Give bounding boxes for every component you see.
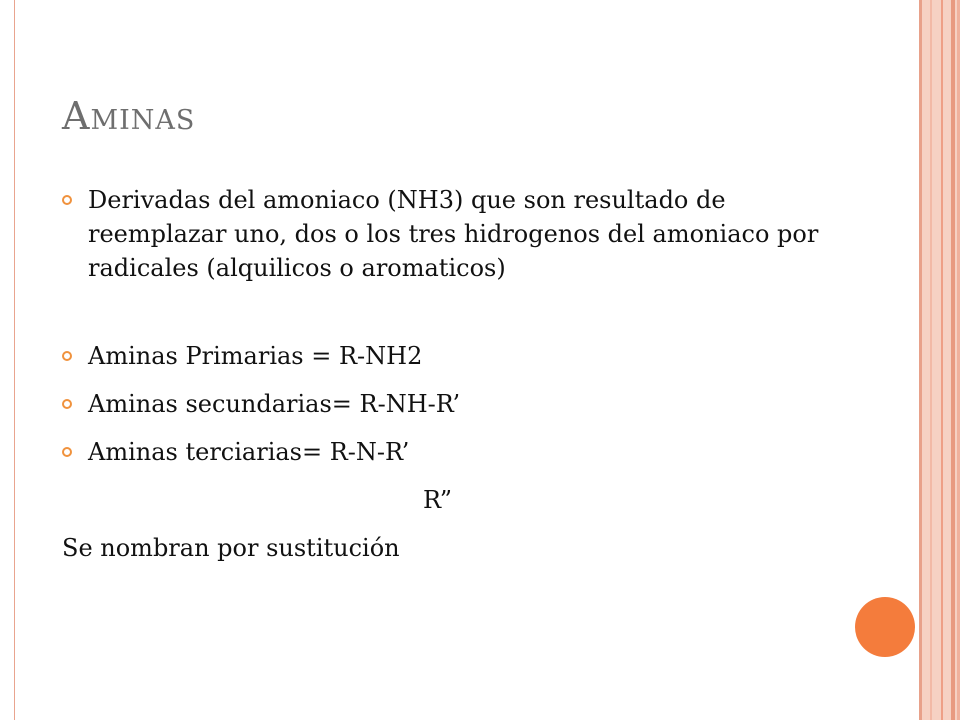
circle-bullet-icon	[62, 447, 72, 457]
circle-bullet-icon	[62, 195, 72, 205]
slide-title: Aminas	[62, 94, 196, 138]
stripe-1	[919, 0, 922, 720]
stripe-2	[930, 0, 932, 720]
left-divider	[14, 0, 15, 720]
orange-circle-icon	[855, 597, 915, 657]
bullet-text-4: Aminas terciarias= R-N-R’	[88, 438, 410, 466]
bullet-item-2	[62, 339, 822, 373]
bullet-text-3: Aminas secundarias= R-NH-R’	[88, 390, 461, 418]
bullet-text-1: Derivadas del amoniaco (NH3) que son resultado de reemplazar uno, dos o los tres hidrogenos del amoniaco por radicales (alquilicos o aromaticos)	[88, 186, 819, 282]
bullet-item-1	[62, 183, 822, 285]
r-double-prime-line: R”	[423, 486, 453, 514]
bullet-item-3	[62, 387, 822, 421]
circle-bullet-icon	[62, 351, 72, 361]
bullet-list	[62, 183, 822, 565]
bullet-text-2: Aminas Primarias = R-NH2	[88, 342, 423, 370]
bullet-item-4	[62, 435, 822, 469]
stripe-4	[951, 0, 955, 720]
stripe-3	[941, 0, 943, 720]
naming-note: Se nombran por sustitución	[62, 534, 400, 562]
circle-bullet-icon	[62, 399, 72, 409]
